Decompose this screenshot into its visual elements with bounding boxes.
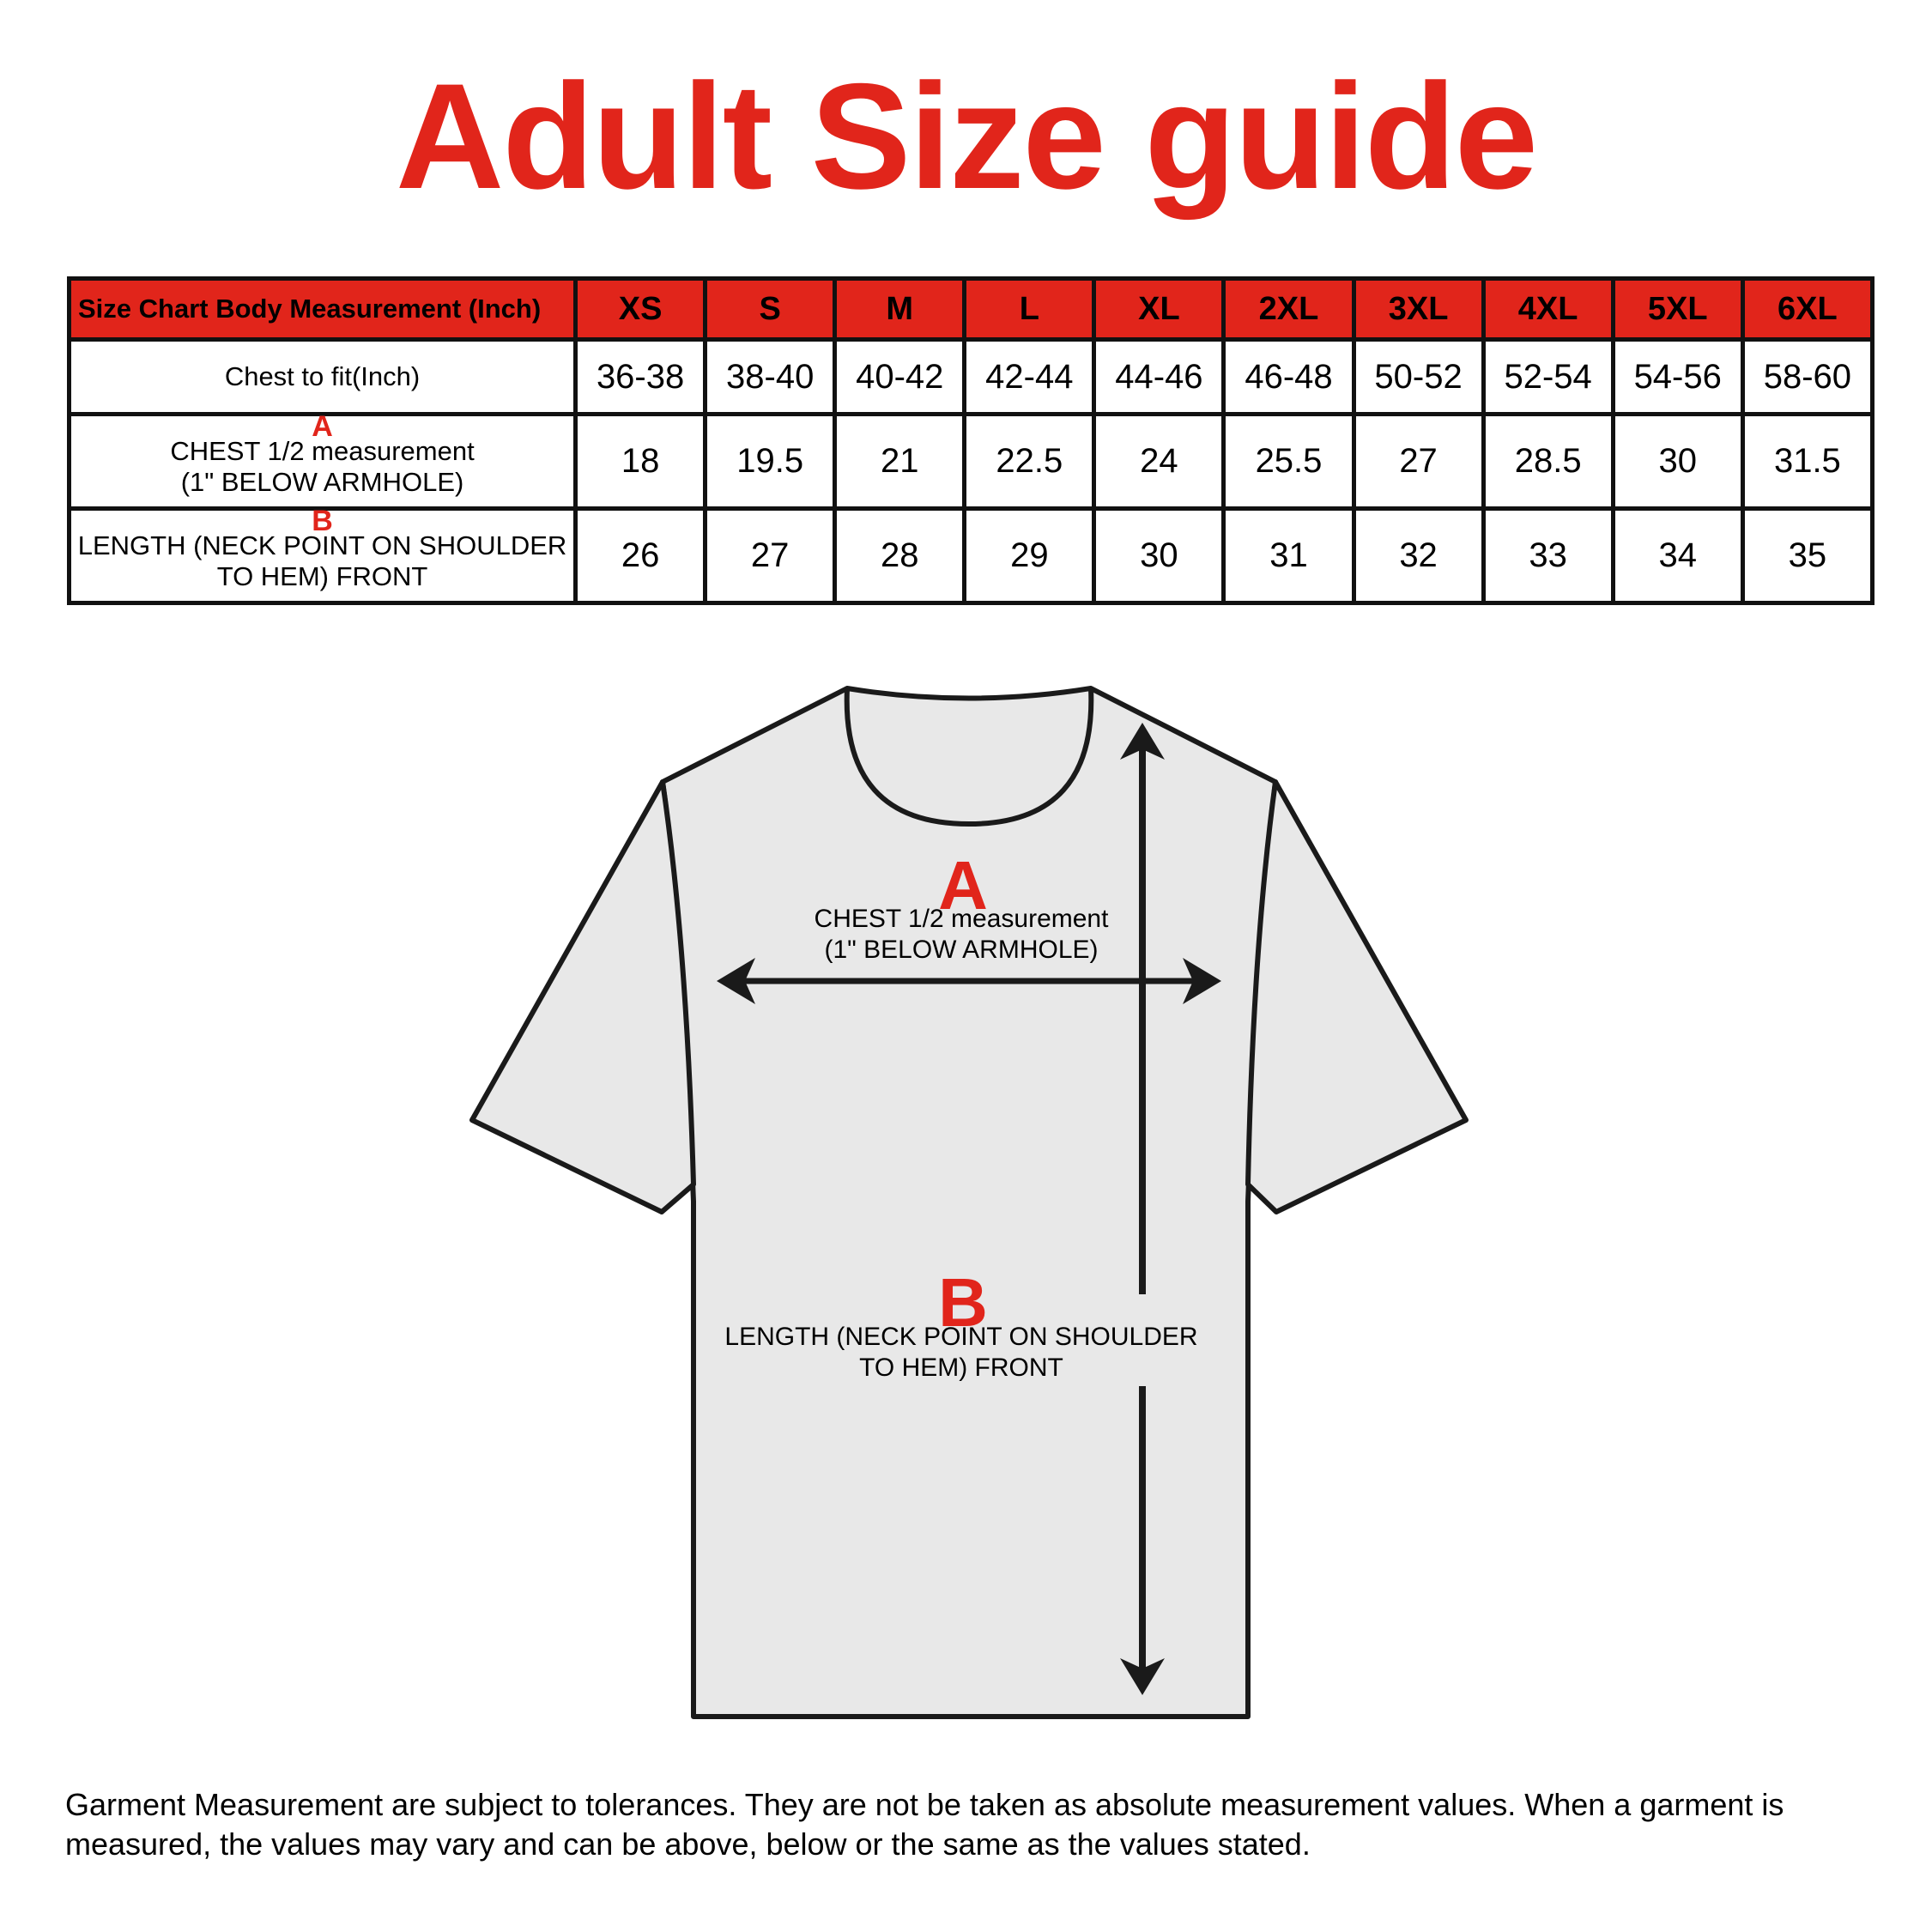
table-cell: 58-60 [1742, 340, 1872, 415]
tshirt-left-sleeve [472, 782, 693, 1212]
table-cell: 27 [706, 509, 835, 603]
diagram-label-b-line1: LENGTH (NECK POINT ON SHOULDER [724, 1323, 1198, 1351]
tshirt-right-sleeve [1248, 782, 1466, 1212]
size-header-m: M [835, 279, 965, 340]
table-cell: 28 [835, 509, 965, 603]
table-cell: 27 [1354, 415, 1483, 509]
diagram-label-a [755, 904, 1167, 966]
table-row [70, 340, 1873, 415]
table-cell: 36-38 [576, 340, 706, 415]
table-cell: 32 [1354, 509, 1483, 603]
size-header-3xl: 3XL [1354, 279, 1483, 340]
table-cell: 42-44 [965, 340, 1094, 415]
table-row [70, 509, 1873, 603]
diagram-label-a-line2: (1" BELOW ARMHOLE) [824, 936, 1099, 964]
table-cell: 38-40 [706, 340, 835, 415]
size-header-s: S [706, 279, 835, 340]
table-cell: 35 [1742, 509, 1872, 603]
table-cell: 26 [576, 509, 706, 603]
size-header-4xl: 4XL [1483, 279, 1613, 340]
size-chart-table [67, 276, 1874, 605]
row-letter-b: B [312, 504, 333, 537]
table-cell: 31.5 [1742, 415, 1872, 509]
table-cell: 40-42 [835, 340, 965, 415]
table-cell: 18 [576, 415, 706, 509]
row-label-line: LENGTH (NECK POINT ON SHOULDER [77, 530, 567, 560]
tshirt-illustration [0, 669, 1932, 1742]
table-row [70, 415, 1873, 509]
size-header-l: L [965, 279, 1094, 340]
table-cell: 22.5 [965, 415, 1094, 509]
diagram-label-b [687, 1322, 1236, 1384]
table-cell: 54-56 [1613, 340, 1742, 415]
table-cell: 19.5 [706, 415, 835, 509]
tolerance-note [65, 1785, 1885, 1864]
row-label-chest-half [70, 409, 576, 509]
table-cell: 50-52 [1354, 340, 1483, 415]
table-cell: 34 [1613, 509, 1742, 603]
table-header-label: Size Chart Body Measurement (Inch) [70, 279, 576, 340]
row-label-length [70, 504, 576, 603]
table-header-row [70, 279, 1873, 340]
row-letter-a: A [312, 409, 333, 443]
table-cell: 28.5 [1483, 415, 1613, 509]
row-label-line: CHEST 1/2 measurement [170, 435, 475, 466]
table-cell: 44-46 [1094, 340, 1224, 415]
table-cell: 31 [1224, 509, 1354, 603]
diagram-label-b-line2: TO HEM) FRONT [859, 1354, 1063, 1382]
table-cell: 25.5 [1224, 415, 1354, 509]
size-header-xs: XS [576, 279, 706, 340]
size-header-6xl: 6XL [1742, 279, 1872, 340]
row-label-line: TO HEM) FRONT [216, 560, 428, 591]
size-header-2xl: 2XL [1224, 279, 1354, 340]
diagram-label-a-line1: CHEST 1/2 measurement [814, 905, 1109, 933]
table-cell: 52-54 [1483, 340, 1613, 415]
tolerance-note-line1: Garment Measurement are subject to tolerances. They are not be taken as absolute measurement values. When a garment is [65, 1787, 1784, 1822]
row-label-chest-fit: Chest to fit(Inch) [70, 340, 576, 415]
row-label-line: (1" BELOW ARMHOLE) [180, 466, 464, 497]
table-cell: 33 [1483, 509, 1613, 603]
tshirt-diagram [0, 669, 1932, 1742]
table-cell: 29 [965, 509, 1094, 603]
table-cell: 30 [1094, 509, 1224, 603]
diagram-letter-a: A [938, 847, 988, 924]
tolerance-note-line2: measured, the values may vary and can be above, below or the same as the values stated. [65, 1826, 1311, 1862]
table-cell: 30 [1613, 415, 1742, 509]
size-header-xl: XL [1094, 279, 1224, 340]
page-title: Adult Size guide [395, 53, 1537, 221]
size-header-5xl: 5XL [1613, 279, 1742, 340]
table-cell: 21 [835, 415, 965, 509]
diagram-letter-b: B [938, 1264, 988, 1341]
table-cell: 46-48 [1224, 340, 1354, 415]
table-cell: 24 [1094, 415, 1224, 509]
tshirt-body [663, 688, 1275, 1717]
